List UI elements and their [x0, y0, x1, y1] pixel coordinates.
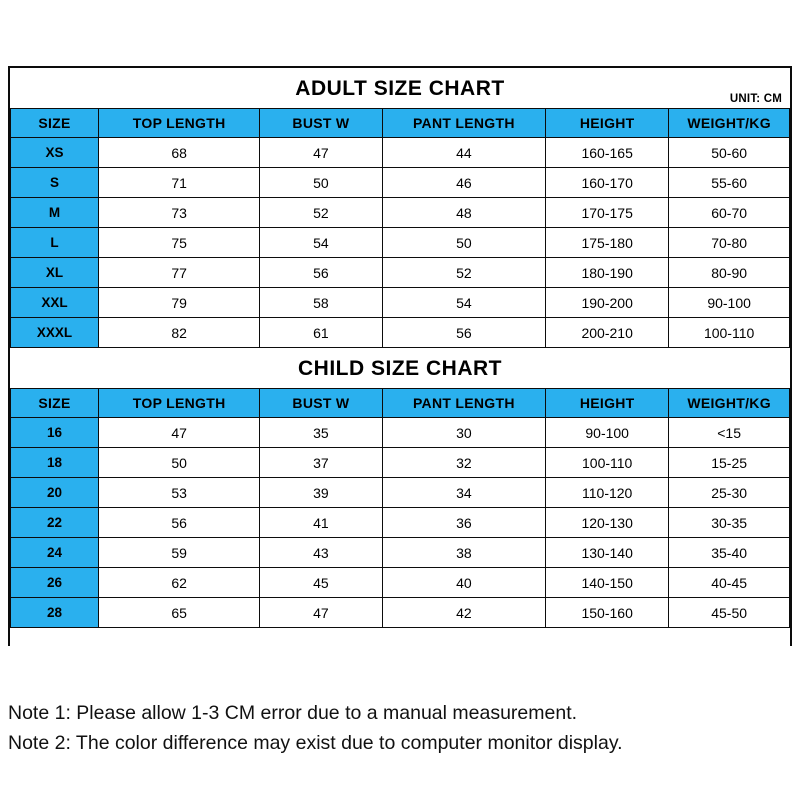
row-bust-w: 43 [260, 538, 382, 568]
row-bust-w: 61 [260, 318, 382, 348]
table-row [11, 448, 790, 478]
row-bust-w: 58 [260, 288, 382, 318]
row-height: 150-160 [546, 598, 669, 628]
row-bust-w: 47 [260, 598, 382, 628]
child-table-header-row [11, 389, 790, 418]
row-bust-w: 50 [260, 168, 382, 198]
row-size: XXL [11, 288, 99, 318]
row-top-length: 68 [99, 138, 260, 168]
table-row [11, 288, 790, 318]
row-top-length: 50 [99, 448, 260, 478]
table-row [11, 598, 790, 628]
row-pant-length: 54 [382, 288, 546, 318]
row-top-length: 47 [99, 418, 260, 448]
adult-col-bust-w: BUST W [260, 109, 382, 138]
row-pant-length: 34 [382, 478, 546, 508]
row-weight: 50-60 [669, 138, 790, 168]
row-bust-w: 41 [260, 508, 382, 538]
adult-col-top-length: TOP LENGTH [99, 109, 260, 138]
row-size: 22 [11, 508, 99, 538]
child-chart-title: CHILD SIZE CHART [298, 357, 502, 380]
row-size: 20 [11, 478, 99, 508]
row-weight: 90-100 [669, 288, 790, 318]
child-col-height: HEIGHT [546, 389, 669, 418]
row-size: S [11, 168, 99, 198]
row-weight: 80-90 [669, 258, 790, 288]
row-height: 170-175 [546, 198, 669, 228]
child-size-table [10, 388, 790, 628]
adult-col-pant-length: PANT LENGTH [382, 109, 546, 138]
row-size: 18 [11, 448, 99, 478]
child-col-size: SIZE [11, 389, 99, 418]
row-size: XL [11, 258, 99, 288]
note-line-1: Note 1: Please allow 1-3 CM error due to a manual measurement. [8, 702, 578, 724]
size-chart-frame [8, 66, 792, 646]
row-height: 175-180 [546, 228, 669, 258]
row-pant-length: 42 [382, 598, 546, 628]
row-height: 190-200 [546, 288, 669, 318]
row-top-length: 59 [99, 538, 260, 568]
row-top-length: 79 [99, 288, 260, 318]
adult-col-weight: WEIGHT/KG [669, 109, 790, 138]
row-height: 160-170 [546, 168, 669, 198]
row-pant-length: 48 [382, 198, 546, 228]
row-bust-w: 45 [260, 568, 382, 598]
row-weight: 60-70 [669, 198, 790, 228]
row-height: 140-150 [546, 568, 669, 598]
table-row [11, 478, 790, 508]
row-weight: 25-30 [669, 478, 790, 508]
row-size: 26 [11, 568, 99, 598]
row-pant-length: 32 [382, 448, 546, 478]
notes-block [8, 698, 792, 758]
row-weight: 40-45 [669, 568, 790, 598]
row-height: 180-190 [546, 258, 669, 288]
row-top-length: 53 [99, 478, 260, 508]
unit-label: UNIT: CM [729, 93, 782, 105]
row-bust-w: 35 [260, 418, 382, 448]
row-top-length: 56 [99, 508, 260, 538]
adult-table-header-row [11, 109, 790, 138]
table-row [11, 538, 790, 568]
row-height: 110-120 [546, 478, 669, 508]
table-row [11, 568, 790, 598]
table-row [11, 258, 790, 288]
row-top-length: 62 [99, 568, 260, 598]
table-row [11, 418, 790, 448]
row-size: L [11, 228, 99, 258]
row-weight: 55-60 [669, 168, 790, 198]
row-bust-w: 37 [260, 448, 382, 478]
row-size: XXXL [11, 318, 99, 348]
child-col-pant-length: PANT LENGTH [382, 389, 546, 418]
row-height: 130-140 [546, 538, 669, 568]
row-size: XS [11, 138, 99, 168]
table-row [11, 198, 790, 228]
table-row [11, 168, 790, 198]
child-col-bust-w: BUST W [260, 389, 382, 418]
row-top-length: 73 [99, 198, 260, 228]
row-top-length: 75 [99, 228, 260, 258]
note-line-2: Note 2: The color difference may exist due to computer monitor display. [8, 732, 623, 754]
table-row [11, 318, 790, 348]
row-pant-length: 50 [382, 228, 546, 258]
table-row [11, 138, 790, 168]
child-col-top-length: TOP LENGTH [99, 389, 260, 418]
row-pant-length: 44 [382, 138, 546, 168]
row-pant-length: 40 [382, 568, 546, 598]
adult-col-height: HEIGHT [546, 109, 669, 138]
child-chart-title-bar [10, 348, 790, 388]
adult-chart-title: ADULT SIZE CHART [295, 77, 505, 100]
row-size: 24 [11, 538, 99, 568]
adult-size-table [10, 108, 790, 348]
row-size: 28 [11, 598, 99, 628]
table-row [11, 508, 790, 538]
row-bust-w: 56 [260, 258, 382, 288]
table-row [11, 228, 790, 258]
row-height: 160-165 [546, 138, 669, 168]
child-col-weight: WEIGHT/KG [669, 389, 790, 418]
row-height: 120-130 [546, 508, 669, 538]
row-pant-length: 30 [382, 418, 546, 448]
row-pant-length: 36 [382, 508, 546, 538]
row-size: 16 [11, 418, 99, 448]
row-bust-w: 47 [260, 138, 382, 168]
adult-col-size: SIZE [11, 109, 99, 138]
row-weight: 100-110 [669, 318, 790, 348]
row-top-length: 77 [99, 258, 260, 288]
row-bust-w: 52 [260, 198, 382, 228]
row-weight: 15-25 [669, 448, 790, 478]
row-top-length: 65 [99, 598, 260, 628]
row-bust-w: 39 [260, 478, 382, 508]
row-weight: 30-35 [669, 508, 790, 538]
row-top-length: 71 [99, 168, 260, 198]
row-size: M [11, 198, 99, 228]
row-weight: 35-40 [669, 538, 790, 568]
row-top-length: 82 [99, 318, 260, 348]
row-bust-w: 54 [260, 228, 382, 258]
row-pant-length: 52 [382, 258, 546, 288]
adult-chart-title-bar [10, 68, 790, 108]
row-height: 100-110 [546, 448, 669, 478]
row-weight: 70-80 [669, 228, 790, 258]
row-weight: <15 [669, 418, 790, 448]
row-pant-length: 46 [382, 168, 546, 198]
row-pant-length: 38 [382, 538, 546, 568]
row-height: 200-210 [546, 318, 669, 348]
row-height: 90-100 [546, 418, 669, 448]
frame-bottom-padding [10, 628, 790, 658]
row-pant-length: 56 [382, 318, 546, 348]
row-weight: 45-50 [669, 598, 790, 628]
